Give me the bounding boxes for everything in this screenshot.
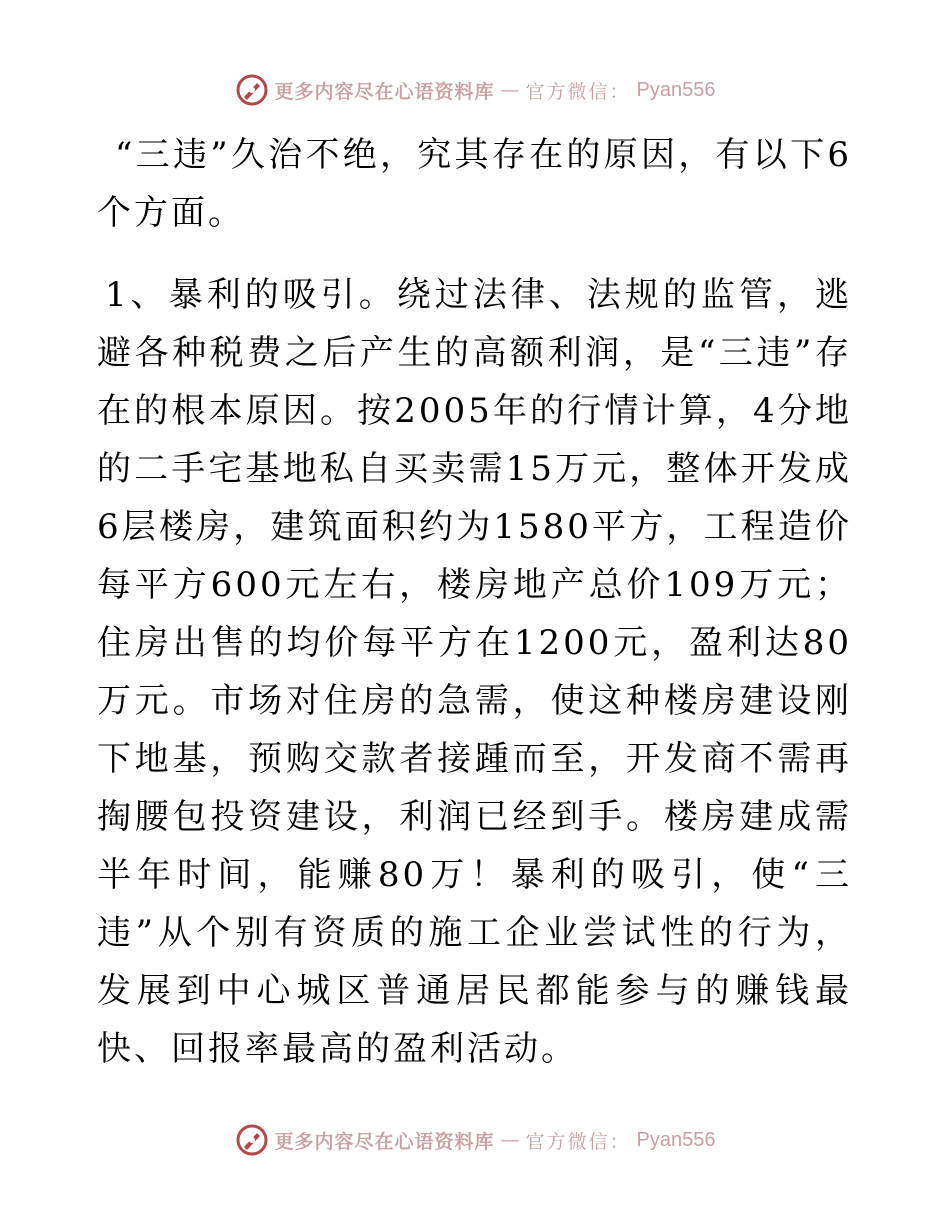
banner-brand-text: 更多内容尽在心语资料库: [274, 80, 495, 103]
banner-official-label: 官方微信：: [525, 1130, 631, 1153]
banner-wechat-id: Pyan556: [636, 78, 716, 101]
paragraph-intro: “三违”久治不绝，究其存在的原因，有以下6个方面。: [97, 135, 852, 233]
pen-logo-icon: [235, 1123, 269, 1157]
banner-wechat-id: Pyan556: [636, 1128, 716, 1151]
banner-official-label: 官方微信：: [525, 80, 631, 103]
header-banner: [0, 70, 950, 110]
banner-brand-text: 更多内容尽在心语资料库: [274, 1130, 495, 1153]
document-body: [97, 126, 852, 1078]
banner-separator: —: [500, 1129, 520, 1151]
paragraph-profit-reason: 1、暴利的吸引。绕过法律、法规的监管，逃避各种税费之后产生的高额利润，是“三违”存在的根本原因。按2005年的行情计算，4分地的二手宅基地私自买卖需15万元，整体开发成6层楼房，建筑面积约为1580平方，工程造价每平方600元左右，楼房地产总价109万元；住房出售的均价每平方在1200元，盈利达80万元。市场对住房的急需，使这种楼房建设刚下地基，预购交款者接踵而至，开发商不需再掏腰包投资建设，利润已经到手。楼房建成需半年时间，能赚80万！暴利的吸引，使“三违”从个别有资质的施工企业尝试性的行为，发展到中心城区普通居民都能参与的赚钱最快、回报率最高的盈利活动。: [97, 275, 852, 1069]
footer-banner: [0, 1120, 950, 1160]
banner-separator: —: [500, 79, 520, 101]
pen-logo-icon: [235, 73, 269, 107]
